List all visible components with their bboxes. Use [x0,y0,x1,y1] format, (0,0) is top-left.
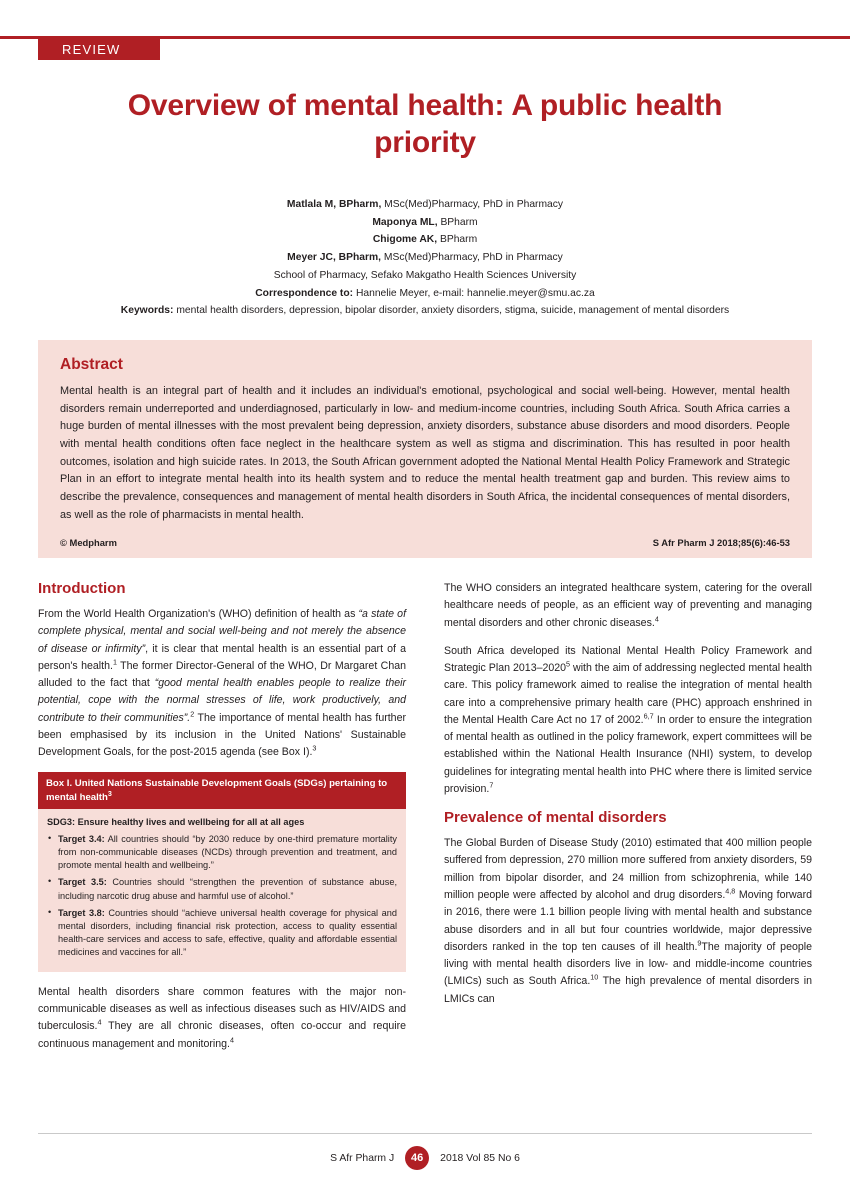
abstract-box [38,340,812,558]
box-sdg-goal: SDG3: Ensure healthy lives and wellbeing for all at all ages [47,817,305,828]
box-sdg [38,772,406,971]
footer-journal: S Afr Pharm J [330,1152,395,1164]
list-item: • Target 3.8: Countries should “achieve universal health coverage for physical and mental disorders, including financial risk protection, access to quality essential health-care services and access to safe, effective, quality and affordable essential medicines and vaccines for all.” [47,907,397,959]
right-column [444,580,812,1120]
intro-paragraph-1: From the World Health Organization's (WHO) definition of health as “a state of complete physical, mental and social well-being and not merely the absence of disease or infirmity”, it is clear that mental health is an essential part of a person's health.$^1$ The former Director-General of the WHO, Dr Margaret Chan alluded to the fact that “good mental health enables people to realize their potential, cope with the normal stresses of life, work productively, and contribute to their communities”.$^2$ The importance of mental health has further been emphasised by its inclusion in the United Nations' Sustainable Development Goals, for the post-2015 agenda (see Box I).$^3$ [38,608,407,759]
citation-text: S Afr Pharm J 2018;85(6):46-53 [652,537,790,549]
copyright-text: © Medpharm [60,537,117,549]
intro-paragraph-2: Mental health disorders share common features with the major non-communicable diseases as well as infectious diseases such as HIV/AIDS and tuberculosis.$^4$ They are all chronic diseases, often co-occur and require continuous management and monitoring.$^4$ [38,985,406,1050]
author-line: Chigome AK, BPharm [372,234,478,246]
page-number: 46 [405,1146,429,1170]
right-paragraph-1: The WHO considers an integrated healthcare system, catering for the overall healthcare needs of people, as an efficient way of preventing and managing mental disorders and other chronic diseases.$^4$ [444,582,812,629]
box-sdg-title: Box I. United Nations Sustainable Development Goals (SDGs) pertaining to mental health$^3$ [38,772,406,809]
right-paragraph-3: The Global Burden of Disease Study (2010) estimated that 400 million people suffered from depression, 270 million more suffered from anxiety disorders, 59 million from bipolar disorder, and 24 million from schizophrenia, while 140 million people were affected by alcohol and drug disorders.$^{4,8}$ Moving forward in 2016, there were 1.1 billion people living with mental health and substance abuse disorders and in all but four countries worldwide, major depressive disorders ranked in the top ten causes of ill health.$^9$The majority of people living with mental health disorders live in low- and middle-income countries (LMICs) such as South Africa.$^{10}$ The high prevalence of mental disorders in LMICs can [444,837,813,1005]
box-sdg-target-list [47,833,397,959]
abstract-text: Mental health is an integral part of health and it includes an individual's emotional, psychological and social well-being. However, mental health disorders remain underreported and underdiagnosed, particularly in low- and medium-income countries, including South Africa. South Africa carries a huge burden of mental illnesses with the most prevalent being depression, anxiety disorders, substance abuse disorders and mood disorders. People with mental health conditions often face neglect in the healthcare system as well as stigma and discrimination. This has resulted in poor health outcomes, isolation and high suicide rates. In 2013, the South African government adopted the National Mental Health Policy Framework and Strategic Plan in an effort to integrate mental health into its health system and to reduce the mental health treatment gap and burden. This review aims to describe the prevalence, consequences and management of mental health disorders in South Africa, the incidental consequences of mental disorders, as well as the role of pharmacists in mental health. [60,385,790,521]
author-line: Matlala M, BPharm, MSc(Med)Pharmacy, PhD in Pharmacy [286,199,564,210]
keywords-line: Keywords: mental health disorders, depression, bipolar disorder, anxiety disorders, stigma, suicide, management of mental disorders [120,305,730,317]
list-item: • Target 3.5: Countries should “strengthen the prevention of substance abuse, including narcotic drug abuse and harmful use of alcohol.” [47,876,397,902]
introduction-heading: Introduction [38,580,126,597]
page-footer [0,1146,850,1170]
body-columns [38,580,812,1120]
footer-divider [38,1133,812,1134]
abstract-footer [60,537,790,548]
right-paragraph-2: South Africa developed its National Mental Health Policy Framework and Strategic Plan 2013–2020$^5$ with the aim of addressing neglected mental health care. This policy framework aimed to realise the integration of mental health care into a comprehensive primary health care (PHC) approach enshrined in the Mental Health Care Act no 17 of 2002.$^{6,7}$ In order to ensure the integration of mental health as outlined in the policy framework, expert committees will be established within the National Health Insurance (NHI) system, to develop guidelines for integrating mental health into PHC where there is limited service provision.$^7$ [444,644,812,795]
box-sdg-body [38,809,406,972]
author-line: Meyer JC, BPharm, MSc(Med)Pharmacy, PhD in Pharmacy [287,252,563,264]
page-title: Overview of mental health: A public health priority [127,89,723,159]
correspondence-line: Correspondence to: Hannelie Meyer, e-mail: hannelie.meyer@smu.ac.za [255,287,595,299]
author-line: Maponya ML, BPharm [372,216,478,228]
prevalence-heading: Prevalence of mental disorders [444,809,667,827]
author-list [60,196,790,320]
footer-issue: 2018 Vol 85 No 6 [440,1152,520,1164]
affiliation-line: School of Pharmacy, Sefako Makgatho Health Sciences University [273,269,577,281]
abstract-heading: Abstract [60,356,123,373]
section-label: REVIEW [38,38,160,60]
left-column [38,580,406,1120]
list-item: • Target 3.4: All countries should “by 2030 reduce by one-third premature mortality from non-communicable diseases (NCDs) through prevention and treatment, and promote mental health and wellbeing.” [47,833,397,872]
